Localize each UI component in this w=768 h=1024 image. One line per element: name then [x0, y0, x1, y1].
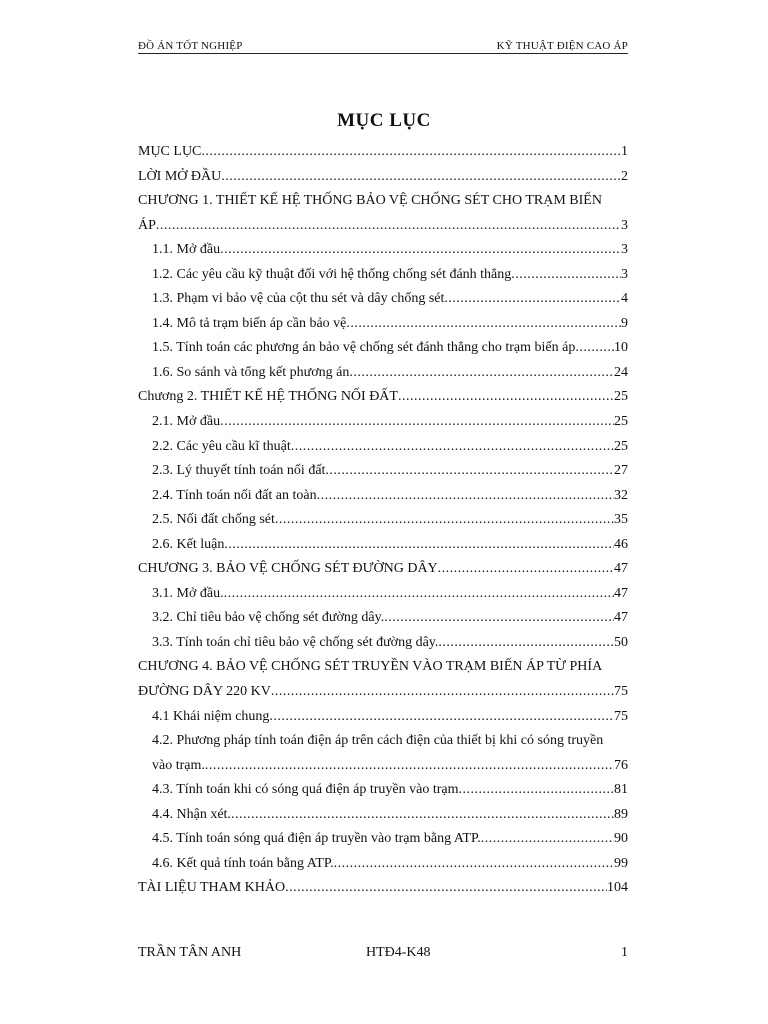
toc-leader-dots — [291, 435, 614, 460]
toc-entry-title: Chương 2. THIẾT KẾ HỆ THỐNG NỐI ĐẤT — [138, 389, 398, 405]
toc-entry-title: 3.2. Chỉ tiêu bảo vệ chống sét đường dây. — [152, 610, 385, 626]
toc-entry[interactable] — [138, 435, 628, 460]
toc-leader-dots — [275, 508, 614, 533]
toc-entry-title: 2.6. Kết luận — [152, 536, 225, 552]
toc-leader-dots — [346, 312, 621, 337]
toc-entry-title-line: CHƯƠNG 1. THIẾT KẾ HỆ THỐNG BẢO VỆ CHỐNG SÉT CHO TRẠM BIẾN — [138, 193, 602, 209]
toc-entry-title: 4.1 Khái niệm chung — [152, 708, 270, 724]
toc-entry-title: 2.2. Các yêu cầu kĩ thuật — [152, 438, 291, 454]
header-left: ĐỒ ÁN TỐT NGHIỆP — [138, 40, 243, 52]
toc-leader-dots — [269, 705, 614, 730]
toc-leader-dots — [224, 533, 614, 558]
toc-leader-dots — [156, 214, 621, 239]
toc-page-number: 3 — [621, 242, 628, 258]
toc-entry[interactable] — [138, 361, 628, 386]
toc-entry[interactable] — [138, 557, 628, 582]
toc-leader-dots — [205, 754, 614, 779]
toc-entry-title: MỤC LỤC — [138, 144, 202, 159]
toc-entry-title: 3.1. Mở đầu. — [152, 585, 224, 601]
toc-leader-dots — [285, 876, 607, 901]
toc-leader-dots — [575, 336, 614, 361]
toc-entry[interactable] — [138, 238, 628, 263]
toc-entry-title: 4.4. Nhận xét. — [152, 806, 231, 822]
toc-page-number: 75 — [614, 708, 628, 724]
toc-leader-dots — [220, 238, 621, 263]
toc-entry[interactable] — [138, 287, 628, 312]
toc-entry-title: 3.3. Tính toán chỉ tiêu bảo vệ chống sét đường dây. — [152, 634, 439, 650]
footer-author: TRẦN TÂN ANH — [138, 945, 242, 960]
toc-page-number: 1 — [621, 144, 628, 159]
toc-page-number: 89 — [614, 806, 628, 822]
toc-entry[interactable] — [138, 680, 628, 705]
toc-entry-title: TÀI LIỆU THAM KHẢO — [138, 880, 286, 896]
toc-leader-dots — [325, 459, 614, 484]
toc-page-number: 90 — [614, 831, 628, 847]
toc-entry[interactable] — [138, 631, 628, 656]
toc-entry[interactable] — [138, 410, 628, 435]
toc-entry-title: ÁP — [138, 217, 156, 233]
toc-entry-title: 1.3. Phạm vi bảo vệ của cột thu sét và dây chống sét — [152, 291, 445, 307]
footer-page-number: 1 — [621, 945, 628, 960]
toc-entry[interactable] — [138, 827, 628, 852]
toc-entry[interactable] — [138, 385, 628, 410]
toc-entry-title: 4.6. Kết quả tính toán bằng ATP. — [152, 855, 334, 871]
page-footer — [138, 945, 628, 965]
toc-leader-dots — [220, 410, 614, 435]
toc-leader-dots — [224, 582, 614, 607]
toc-leader-dots — [459, 778, 614, 803]
toc-entry-title: LỜI MỞ ĐẦU — [138, 168, 222, 184]
toc-leader-dots — [438, 631, 614, 656]
toc-leader-dots — [317, 484, 614, 509]
toc-entry[interactable] — [138, 582, 628, 607]
toc-page-number: 10 — [614, 340, 628, 356]
toc-page-number: 104 — [607, 880, 628, 896]
toc-page-number: 25 — [614, 438, 628, 454]
toc-entry[interactable] — [138, 533, 628, 558]
toc-entry-title-line: CHƯƠNG 4. BẢO VỆ CHỐNG SÉT TRUYỀN VÀO TRẠM BIẾN ÁP TỪ PHÍA — [138, 659, 603, 675]
toc-entry[interactable] — [138, 140, 628, 165]
toc-entry[interactable] — [138, 263, 628, 288]
toc-entry[interactable] — [138, 876, 628, 901]
toc-entry-title: 4.5. Tính toán sóng quá điện áp truyền vào trạm bằng ATP. — [152, 831, 481, 847]
toc-page-number: 25 — [614, 389, 628, 405]
toc-entry[interactable] — [138, 803, 628, 828]
toc-page-number: 2 — [621, 168, 628, 184]
toc-page-number: 3 — [621, 217, 628, 233]
toc-page-number: 25 — [614, 414, 628, 430]
toc-entry[interactable] — [138, 852, 628, 877]
toc-entry-title: 1.6. So sánh và tổng kết phương án — [152, 364, 350, 380]
toc-entry[interactable] — [138, 214, 628, 239]
toc-page-number: 3 — [621, 266, 628, 282]
toc-leader-dots — [481, 827, 614, 852]
toc-entry-title: ĐƯỜNG DÂY 220 KV — [138, 684, 271, 700]
toc-leader-dots — [384, 606, 614, 631]
toc-page-number: 50 — [614, 634, 628, 650]
toc-entry-title: 4.3. Tính toán khi có sóng quá điện áp truyền vào trạm — [152, 782, 459, 798]
toc-page-number: 76 — [614, 757, 628, 773]
table-of-contents — [138, 140, 628, 901]
toc-leader-dots — [444, 287, 621, 312]
toc-page-number: 24 — [614, 364, 628, 380]
toc-page-number: 27 — [614, 463, 628, 479]
toc-page-number: 75 — [614, 684, 628, 700]
toc-page-number: 46 — [614, 536, 628, 552]
page-header — [138, 40, 628, 54]
header-right: KỸ THUẬT ĐIỆN CAO ÁP — [496, 40, 628, 52]
toc-entry-title: 1.5. Tính toán các phương án bảo vệ chống sét đánh thẳng cho trạm biến áp — [152, 340, 576, 356]
toc-entry[interactable] — [138, 705, 628, 730]
toc-page-number: 47 — [614, 585, 628, 601]
toc-entry[interactable] — [138, 484, 628, 509]
toc-entry[interactable] — [138, 778, 628, 803]
toc-entry-title: 1.4. Mô tả trạm biến áp cần bảo vệ — [152, 315, 347, 331]
toc-entry-title: 1.1. Mở đầu — [152, 242, 221, 258]
toc-entry-title-line: 4.2. Phương pháp tính toán điện áp trên cách điện của thiết bị khi có sóng truyền — [152, 733, 604, 749]
toc-page-number: 81 — [614, 782, 628, 798]
page-title: MỤC LỤC — [337, 110, 431, 131]
toc-leader-dots — [438, 557, 614, 582]
toc-page-number: 35 — [614, 512, 628, 528]
toc-page-number: 32 — [614, 487, 628, 503]
toc-entry-title: 2.3. Lý thuyết tính toán nối đất — [152, 463, 326, 479]
toc-entry[interactable] — [138, 606, 628, 631]
toc-leader-dots — [221, 165, 621, 190]
toc-leader-dots — [201, 140, 621, 165]
toc-leader-dots — [511, 263, 621, 288]
toc-entry[interactable] — [138, 508, 628, 533]
toc-entry[interactable] — [138, 336, 628, 361]
toc-entry[interactable] — [138, 312, 628, 337]
toc-leader-dots — [349, 361, 614, 386]
toc-leader-dots — [231, 803, 614, 828]
toc-leader-dots — [334, 852, 614, 877]
toc-entry[interactable] — [138, 754, 628, 779]
toc-leader-dots — [398, 385, 614, 410]
toc-leader-dots — [271, 680, 614, 705]
toc-page-number: 47 — [614, 610, 628, 626]
toc-entry-title: CHƯƠNG 3. BẢO VỆ CHỐNG SÉT ĐƯỜNG DÂY — [138, 561, 438, 577]
toc-entry-title: 2.1. Mở đầu — [152, 414, 221, 430]
toc-entry-title: 2.5. Nối đất chống sét — [152, 512, 275, 528]
toc-page-number: 9 — [621, 315, 628, 331]
toc-page-number: 99 — [614, 855, 628, 871]
toc-entry[interactable] — [138, 165, 628, 190]
toc-entry-title: vào trạm. — [152, 757, 205, 773]
toc-page-number: 4 — [621, 291, 628, 307]
toc-entry[interactable] — [138, 459, 628, 484]
footer-class: HTĐ4-K48 — [366, 945, 431, 960]
toc-entry-title: 1.2. Các yêu cầu kỹ thuật đối với hệ thống chống sét đánh thẳng — [152, 266, 512, 282]
toc-entry-title: 2.4. Tính toán nối đất an toàn — [152, 487, 317, 503]
toc-page-number: 47 — [614, 561, 628, 577]
